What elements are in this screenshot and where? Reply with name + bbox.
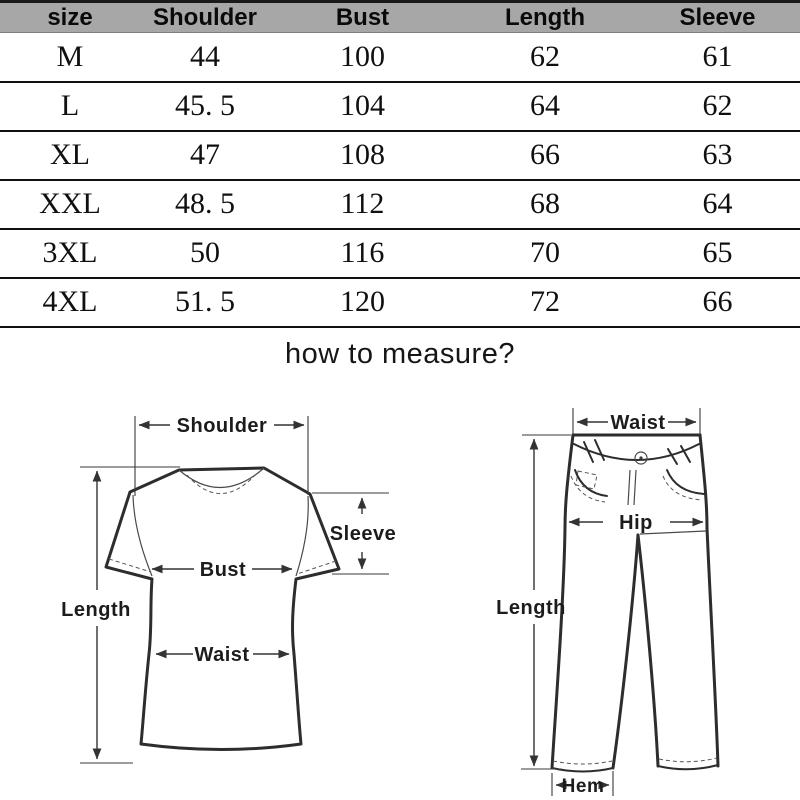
tshirt-collar-stitch (187, 473, 257, 494)
cell-value: 112 (270, 180, 455, 229)
cell-value: 61 (635, 33, 800, 82)
table-row (0, 229, 800, 278)
cell-value: 108 (270, 131, 455, 180)
cell-size: M (0, 33, 140, 82)
pants-length-dimension-label: Length (496, 597, 566, 619)
cell-value: 116 (270, 229, 455, 278)
cell-value: 120 (270, 278, 455, 327)
shirt-length-dimension-label: Length (61, 599, 131, 621)
pants-diagram (496, 408, 718, 797)
pants-right-pocket (667, 470, 704, 494)
measurement-diagrams (0, 392, 800, 800)
cell-value: 48. 5 (140, 180, 270, 229)
header-bust: Bust (270, 2, 455, 33)
pants-right-inseam (638, 535, 658, 766)
cell-value: 63 (635, 131, 800, 180)
shirt-waist-dimension (156, 644, 289, 666)
table-row (0, 33, 800, 82)
pants-right-hem-stitch (659, 758, 717, 762)
cell-size: XXL (0, 180, 140, 229)
pants-waist-dimension (573, 408, 700, 434)
cell-value: 64 (455, 82, 635, 131)
table-header-row (0, 2, 800, 33)
cell-value: 104 (270, 82, 455, 131)
pants-length-dimension (496, 435, 571, 769)
cell-value: 100 (270, 33, 455, 82)
cell-size: XL (0, 131, 140, 180)
cell-value: 47 (140, 131, 270, 180)
cell-value: 66 (635, 278, 800, 327)
how-to-measure-heading: how to measure? (285, 337, 515, 370)
table-row (0, 180, 800, 229)
pants-left-inseam (613, 535, 638, 768)
tshirt-outline (106, 468, 339, 750)
hem-dimension-label: Hem (561, 776, 605, 797)
shirt-waist-dimension-label: Waist (194, 644, 250, 666)
cell-size: 3XL (0, 229, 140, 278)
cell-size: L (0, 82, 140, 131)
cell-value: 51. 5 (140, 278, 270, 327)
pants-right-hem (658, 765, 718, 769)
cell-value: 45. 5 (140, 82, 270, 131)
pants-left-pocket (575, 470, 607, 496)
cell-value: 62 (635, 82, 800, 131)
pants-fly (628, 470, 636, 505)
header-shoulder: Shoulder (140, 2, 270, 33)
header-size: size (0, 2, 140, 33)
cell-size: 4XL (0, 278, 140, 327)
hip-dimension (569, 512, 703, 534)
table-row (0, 131, 800, 180)
pants-left-belt-loop (584, 440, 604, 462)
bust-dimension-label: Bust (199, 559, 247, 581)
tshirt-diagram (61, 415, 396, 763)
header-sleeve: Sleeve (635, 2, 800, 33)
bust-dimension (152, 559, 292, 581)
cell-value: 70 (455, 229, 635, 278)
pants-waist-dimension-label: Waist (610, 412, 666, 434)
header-length: Length (455, 2, 635, 33)
sleeve-dimension-label: Sleeve (329, 523, 397, 545)
cell-value: 65 (635, 229, 800, 278)
tshirt-left-sleeve-seam (133, 495, 152, 576)
cell-value: 44 (140, 33, 270, 82)
cell-value: 68 (455, 180, 635, 229)
shoulder-dimension (135, 415, 308, 496)
cell-value: 64 (635, 180, 800, 229)
hip-dimension-label: Hip (619, 512, 653, 534)
cell-value: 62 (455, 33, 635, 82)
pants-right-outer-seam (700, 435, 718, 766)
pants-button-hole (639, 456, 642, 459)
shirt-length-dimension (61, 467, 180, 763)
pants-left-hem-stitch (553, 761, 612, 764)
tshirt-right-sleeve-seam (296, 496, 308, 576)
size-table (0, 0, 800, 328)
hem-dimension (552, 771, 613, 797)
table-row (0, 278, 800, 327)
shoulder-dimension-label: Shoulder (176, 415, 268, 437)
cell-value: 50 (140, 229, 270, 278)
cell-value: 66 (455, 131, 635, 180)
table-row (0, 82, 800, 131)
cell-value: 72 (455, 278, 635, 327)
